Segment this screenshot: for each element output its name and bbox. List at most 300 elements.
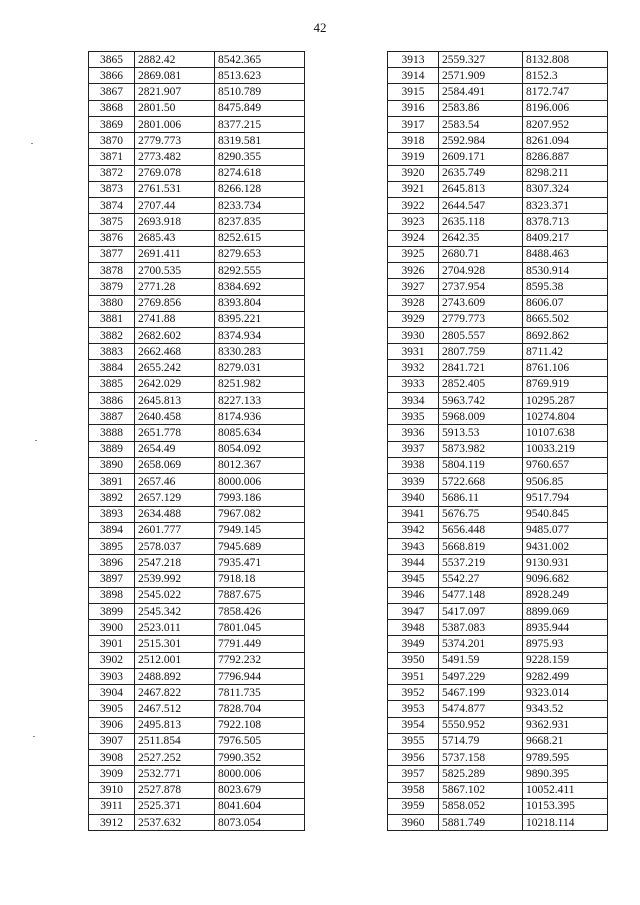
y-coordinate-cell: 8323.371: [523, 198, 608, 214]
y-coordinate-cell: 8374.934: [215, 327, 305, 343]
page-number: 42: [313, 20, 327, 35]
table-row: [388, 311, 608, 327]
point-number-cell: 3911: [89, 798, 135, 814]
x-coordinate-cell: 2841.721: [439, 360, 523, 376]
table-row: [388, 457, 608, 473]
y-coordinate-cell: 8279.653: [215, 246, 305, 262]
y-coordinate-cell: 8000.006: [215, 766, 305, 782]
table-row: [388, 750, 608, 766]
y-coordinate-cell: 7967.082: [215, 506, 305, 522]
y-coordinate-cell: 8196.006: [523, 100, 608, 116]
x-coordinate-cell: 2700.535: [135, 263, 215, 279]
point-number-cell: 3866: [89, 68, 135, 84]
x-coordinate-cell: 2707.44: [135, 198, 215, 214]
point-number-cell: 3887: [89, 409, 135, 425]
y-coordinate-cell: 8510.789: [215, 84, 305, 100]
table-row: [388, 782, 608, 798]
table-row: [388, 571, 608, 587]
point-number-cell: 3914: [388, 68, 439, 84]
x-coordinate-cell: 5542.27: [439, 571, 523, 587]
y-coordinate-cell: 9282.499: [523, 668, 608, 684]
x-coordinate-cell: 2769.078: [135, 165, 215, 181]
x-coordinate-cell: 2642.35: [439, 230, 523, 246]
y-coordinate-cell: 8274.618: [215, 165, 305, 181]
x-coordinate-cell: 2821.907: [135, 84, 215, 100]
x-coordinate-cell: 2635.749: [439, 165, 523, 181]
table-row: [89, 68, 305, 84]
x-coordinate-cell: 2741.88: [135, 311, 215, 327]
x-coordinate-cell: 2779.773: [135, 133, 215, 149]
point-number-cell: 3941: [388, 506, 439, 522]
point-number-cell: 3908: [89, 750, 135, 766]
table-row: [89, 571, 305, 587]
x-coordinate-cell: 5676.75: [439, 506, 523, 522]
point-number-cell: 3897: [89, 571, 135, 587]
x-coordinate-cell: 2545.022: [135, 587, 215, 603]
point-number-cell: 3922: [388, 198, 439, 214]
y-coordinate-cell: 10295.287: [523, 392, 608, 408]
point-number-cell: 3910: [89, 782, 135, 798]
table-row: [89, 474, 305, 490]
point-number-cell: 3912: [89, 815, 135, 831]
x-coordinate-cell: 5963.742: [439, 392, 523, 408]
point-number-cell: 3888: [89, 425, 135, 441]
point-number-cell: 3880: [89, 295, 135, 311]
x-coordinate-cell: 2769.856: [135, 295, 215, 311]
point-number-cell: 3918: [388, 133, 439, 149]
y-coordinate-cell: 8227.133: [215, 392, 305, 408]
table-row: [388, 522, 608, 538]
scan-speck: [35, 440, 37, 441]
table-row: [89, 279, 305, 295]
x-coordinate-cell: 2583.86: [439, 100, 523, 116]
x-coordinate-cell: 2682.602: [135, 327, 215, 343]
x-coordinate-cell: 5417.097: [439, 603, 523, 619]
y-coordinate-cell: 10218.114: [523, 815, 608, 831]
y-coordinate-cell: 9890.395: [523, 766, 608, 782]
x-coordinate-cell: 2601.777: [135, 522, 215, 538]
point-number-cell: 3934: [388, 392, 439, 408]
y-coordinate-cell: 10033.219: [523, 441, 608, 457]
table-row: [89, 441, 305, 457]
x-coordinate-cell: 2801.006: [135, 116, 215, 132]
point-number-cell: 3956: [388, 750, 439, 766]
x-coordinate-cell: 2685.43: [135, 230, 215, 246]
point-number-cell: 3958: [388, 782, 439, 798]
y-coordinate-cell: 7828.704: [215, 701, 305, 717]
y-coordinate-cell: 8207.952: [523, 116, 608, 132]
y-coordinate-cell: 9323.014: [523, 685, 608, 701]
table-row: [388, 652, 608, 668]
point-number-cell: 3875: [89, 214, 135, 230]
table-row: [388, 116, 608, 132]
table-row: [89, 344, 305, 360]
x-coordinate-cell: 2537.632: [135, 815, 215, 831]
y-coordinate-cell: 8409.217: [523, 230, 608, 246]
y-coordinate-cell: 9362.931: [523, 717, 608, 733]
point-number-cell: 3878: [89, 263, 135, 279]
table-row: [388, 198, 608, 214]
point-number-cell: 3890: [89, 457, 135, 473]
point-number-cell: 3876: [89, 230, 135, 246]
table-row: [89, 457, 305, 473]
y-coordinate-cell: 8290.355: [215, 149, 305, 165]
x-coordinate-cell: 2547.218: [135, 555, 215, 571]
x-coordinate-cell: 2512.001: [135, 652, 215, 668]
x-coordinate-cell: 5537.219: [439, 555, 523, 571]
x-coordinate-cell: 2645.813: [439, 181, 523, 197]
x-coordinate-cell: 5714.79: [439, 733, 523, 749]
x-coordinate-cell: 2525.371: [135, 798, 215, 814]
point-number-cell: 3902: [89, 652, 135, 668]
y-coordinate-cell: 10052.411: [523, 782, 608, 798]
y-coordinate-cell: 8475.849: [215, 100, 305, 116]
point-number-cell: 3913: [388, 52, 439, 68]
x-coordinate-cell: 2743.609: [439, 295, 523, 311]
y-coordinate-cell: 8251.982: [215, 376, 305, 392]
y-coordinate-cell: 9096.682: [523, 571, 608, 587]
x-coordinate-cell: 2527.878: [135, 782, 215, 798]
point-number-cell: 3869: [89, 116, 135, 132]
y-coordinate-cell: 8023.679: [215, 782, 305, 798]
x-coordinate-cell: 2807.759: [439, 344, 523, 360]
point-number-cell: 3945: [388, 571, 439, 587]
point-number-cell: 3892: [89, 490, 135, 506]
table-row: [388, 133, 608, 149]
x-coordinate-cell: 2869.081: [135, 68, 215, 84]
table-row: [388, 717, 608, 733]
x-coordinate-cell: 5867.102: [439, 782, 523, 798]
y-coordinate-cell: 10107.638: [523, 425, 608, 441]
y-coordinate-cell: 7922.108: [215, 717, 305, 733]
x-coordinate-cell: 2592.984: [439, 133, 523, 149]
table-row: [89, 392, 305, 408]
point-number-cell: 3949: [388, 636, 439, 652]
x-coordinate-cell: 2609.171: [439, 149, 523, 165]
x-coordinate-cell: 2511.854: [135, 733, 215, 749]
y-coordinate-cell: 8298.211: [523, 165, 608, 181]
point-number-cell: 3923: [388, 214, 439, 230]
point-number-cell: 3899: [89, 603, 135, 619]
table-row: [388, 100, 608, 116]
table-row: [89, 116, 305, 132]
x-coordinate-cell: 5668.819: [439, 539, 523, 555]
point-number-cell: 3938: [388, 457, 439, 473]
x-coordinate-cell: 2654.49: [135, 441, 215, 457]
point-number-cell: 3883: [89, 344, 135, 360]
table-row: [388, 587, 608, 603]
x-coordinate-cell: 2662.468: [135, 344, 215, 360]
table-row: [89, 685, 305, 701]
x-coordinate-cell: 5550.952: [439, 717, 523, 733]
y-coordinate-cell: 8606.07: [523, 295, 608, 311]
table-row: [388, 214, 608, 230]
table-row: [388, 263, 608, 279]
point-number-cell: 3919: [388, 149, 439, 165]
point-number-cell: 3947: [388, 603, 439, 619]
x-coordinate-cell: 5825.289: [439, 766, 523, 782]
table-row: [388, 668, 608, 684]
x-coordinate-cell: 2545.342: [135, 603, 215, 619]
y-coordinate-cell: 9228.159: [523, 652, 608, 668]
table-row: [388, 68, 608, 84]
point-number-cell: 3872: [89, 165, 135, 181]
point-number-cell: 3893: [89, 506, 135, 522]
point-number-cell: 3937: [388, 441, 439, 457]
x-coordinate-cell: 2657.46: [135, 474, 215, 490]
table-row: [388, 555, 608, 571]
y-coordinate-cell: 8266.128: [215, 181, 305, 197]
point-number-cell: 3900: [89, 620, 135, 636]
scan-speck: [33, 736, 35, 737]
y-coordinate-cell: 7791.449: [215, 636, 305, 652]
y-coordinate-cell: 7945.689: [215, 539, 305, 555]
y-coordinate-cell: 7792.232: [215, 652, 305, 668]
table-row: [89, 246, 305, 262]
y-coordinate-cell: 8292.555: [215, 263, 305, 279]
x-coordinate-cell: 2657.129: [135, 490, 215, 506]
x-coordinate-cell: 2655.242: [135, 360, 215, 376]
y-coordinate-cell: 8330.283: [215, 344, 305, 360]
y-coordinate-cell: 8378.713: [523, 214, 608, 230]
table-row: [388, 636, 608, 652]
point-number-cell: 3952: [388, 685, 439, 701]
y-coordinate-cell: 9130.931: [523, 555, 608, 571]
point-number-cell: 3927: [388, 279, 439, 295]
table-row: [388, 344, 608, 360]
table-row: [388, 327, 608, 343]
table-row: [89, 717, 305, 733]
y-coordinate-cell: 8513.623: [215, 68, 305, 84]
point-number-cell: 3940: [388, 490, 439, 506]
table-row: [388, 392, 608, 408]
y-coordinate-cell: 10274.804: [523, 409, 608, 425]
x-coordinate-cell: 2635.118: [439, 214, 523, 230]
y-coordinate-cell: 8542.365: [215, 52, 305, 68]
point-number-cell: 3955: [388, 733, 439, 749]
table-row: [89, 815, 305, 831]
y-coordinate-cell: 9485.077: [523, 522, 608, 538]
y-coordinate-cell: 9506.85: [523, 474, 608, 490]
x-coordinate-cell: 2779.773: [439, 311, 523, 327]
y-coordinate-cell: 8928.249: [523, 587, 608, 603]
x-coordinate-cell: 5881.749: [439, 815, 523, 831]
x-coordinate-cell: 2527.252: [135, 750, 215, 766]
point-number-cell: 3879: [89, 279, 135, 295]
y-coordinate-cell: 8319.581: [215, 133, 305, 149]
table-row: [388, 733, 608, 749]
table-row: [89, 539, 305, 555]
table-row: [388, 409, 608, 425]
y-coordinate-cell: 7949.145: [215, 522, 305, 538]
x-coordinate-cell: 2467.822: [135, 685, 215, 701]
x-coordinate-cell: 2882.42: [135, 52, 215, 68]
y-coordinate-cell: 8012.367: [215, 457, 305, 473]
table-row: [89, 766, 305, 782]
x-coordinate-cell: 2571.909: [439, 68, 523, 84]
point-number-cell: 3953: [388, 701, 439, 717]
x-coordinate-cell: 2634.488: [135, 506, 215, 522]
table-row: [89, 198, 305, 214]
y-coordinate-cell: 8233.734: [215, 198, 305, 214]
point-number-cell: 3960: [388, 815, 439, 831]
coordinate-table-right-body: [388, 52, 608, 831]
point-number-cell: 3870: [89, 133, 135, 149]
point-number-cell: 3906: [89, 717, 135, 733]
point-number-cell: 3871: [89, 149, 135, 165]
x-coordinate-cell: 2805.557: [439, 327, 523, 343]
point-number-cell: 3928: [388, 295, 439, 311]
point-number-cell: 3944: [388, 555, 439, 571]
point-number-cell: 3943: [388, 539, 439, 555]
y-coordinate-cell: 9431.002: [523, 539, 608, 555]
y-coordinate-cell: 8761.106: [523, 360, 608, 376]
point-number-cell: 3884: [89, 360, 135, 376]
x-coordinate-cell: 2640.458: [135, 409, 215, 425]
x-coordinate-cell: 2644.547: [439, 198, 523, 214]
x-coordinate-cell: 2488.892: [135, 668, 215, 684]
x-coordinate-cell: 5374.201: [439, 636, 523, 652]
x-coordinate-cell: 2773.482: [135, 149, 215, 165]
table-row: [388, 376, 608, 392]
table-row: [89, 733, 305, 749]
table-row: [89, 230, 305, 246]
table-row: [388, 685, 608, 701]
x-coordinate-cell: 5913.53: [439, 425, 523, 441]
table-row: [89, 587, 305, 603]
point-number-cell: 3877: [89, 246, 135, 262]
y-coordinate-cell: 8000.006: [215, 474, 305, 490]
point-number-cell: 3886: [89, 392, 135, 408]
table-row: [89, 100, 305, 116]
point-number-cell: 3931: [388, 344, 439, 360]
x-coordinate-cell: 2645.813: [135, 392, 215, 408]
table-row: [89, 506, 305, 522]
table-row: [388, 360, 608, 376]
table-row: [388, 230, 608, 246]
point-number-cell: 3898: [89, 587, 135, 603]
table-row: [388, 149, 608, 165]
y-coordinate-cell: 9789.595: [523, 750, 608, 766]
x-coordinate-cell: 5858.052: [439, 798, 523, 814]
y-coordinate-cell: 8488.463: [523, 246, 608, 262]
y-coordinate-cell: 10153.395: [523, 798, 608, 814]
table-row: [89, 782, 305, 798]
x-coordinate-cell: 2801.50: [135, 100, 215, 116]
table-row: [89, 522, 305, 538]
y-coordinate-cell: 8152.3: [523, 68, 608, 84]
y-coordinate-cell: 8692.862: [523, 327, 608, 343]
table-row: [89, 636, 305, 652]
point-number-cell: 3881: [89, 311, 135, 327]
table-row: [89, 490, 305, 506]
table-row: [89, 181, 305, 197]
table-row: [388, 52, 608, 68]
x-coordinate-cell: 5656.448: [439, 522, 523, 538]
table-row: [89, 555, 305, 571]
x-coordinate-cell: 2532.771: [135, 766, 215, 782]
y-coordinate-cell: 7796.944: [215, 668, 305, 684]
table-row: [89, 149, 305, 165]
y-coordinate-cell: 8279.031: [215, 360, 305, 376]
y-coordinate-cell: 8286.887: [523, 149, 608, 165]
table-row: [388, 539, 608, 555]
table-row: [89, 620, 305, 636]
y-coordinate-cell: 8530.914: [523, 263, 608, 279]
point-number-cell: 3909: [89, 766, 135, 782]
point-number-cell: 3933: [388, 376, 439, 392]
y-coordinate-cell: 7801.045: [215, 620, 305, 636]
x-coordinate-cell: 2693.918: [135, 214, 215, 230]
table-row: [388, 441, 608, 457]
point-number-cell: 3929: [388, 311, 439, 327]
table-row: [388, 815, 608, 831]
table-row: [388, 620, 608, 636]
table-row: [89, 165, 305, 181]
point-number-cell: 3885: [89, 376, 135, 392]
table-row: [388, 246, 608, 262]
table-row: [89, 52, 305, 68]
y-coordinate-cell: 7858.426: [215, 603, 305, 619]
point-number-cell: 3948: [388, 620, 439, 636]
table-row: [89, 798, 305, 814]
x-coordinate-cell: 5686.11: [439, 490, 523, 506]
point-number-cell: 3926: [388, 263, 439, 279]
y-coordinate-cell: 8085.634: [215, 425, 305, 441]
point-number-cell: 3925: [388, 246, 439, 262]
point-number-cell: 3867: [89, 84, 135, 100]
x-coordinate-cell: 2658.069: [135, 457, 215, 473]
y-coordinate-cell: 8172.747: [523, 84, 608, 100]
y-coordinate-cell: 9343.52: [523, 701, 608, 717]
point-number-cell: 3957: [388, 766, 439, 782]
table-row: [89, 425, 305, 441]
y-coordinate-cell: 8073.054: [215, 815, 305, 831]
table-row: [89, 84, 305, 100]
y-coordinate-cell: 8307.324: [523, 181, 608, 197]
y-coordinate-cell: 8975.93: [523, 636, 608, 652]
table-row: [388, 798, 608, 814]
x-coordinate-cell: 2539.992: [135, 571, 215, 587]
y-coordinate-cell: 8665.502: [523, 311, 608, 327]
x-coordinate-cell: 5477.148: [439, 587, 523, 603]
y-coordinate-cell: 8041.604: [215, 798, 305, 814]
y-coordinate-cell: 8054.092: [215, 441, 305, 457]
table-row: [89, 327, 305, 343]
table-row: [388, 181, 608, 197]
coordinate-table-left-body: [89, 52, 305, 831]
x-coordinate-cell: 5737.158: [439, 750, 523, 766]
point-number-cell: 3905: [89, 701, 135, 717]
x-coordinate-cell: 5804.119: [439, 457, 523, 473]
table-row: [89, 668, 305, 684]
point-number-cell: 3882: [89, 327, 135, 343]
x-coordinate-cell: 5873.982: [439, 441, 523, 457]
point-number-cell: 3946: [388, 587, 439, 603]
point-number-cell: 3904: [89, 685, 135, 701]
x-coordinate-cell: 5491.59: [439, 652, 523, 668]
table-row: [388, 603, 608, 619]
point-number-cell: 3889: [89, 441, 135, 457]
x-coordinate-cell: 2559.327: [439, 52, 523, 68]
point-number-cell: 3891: [89, 474, 135, 490]
x-coordinate-cell: 5722.668: [439, 474, 523, 490]
y-coordinate-cell: 7918.18: [215, 571, 305, 587]
x-coordinate-cell: 2515.301: [135, 636, 215, 652]
scan-speck: [31, 143, 33, 144]
table-row: [89, 133, 305, 149]
y-coordinate-cell: 9517.794: [523, 490, 608, 506]
